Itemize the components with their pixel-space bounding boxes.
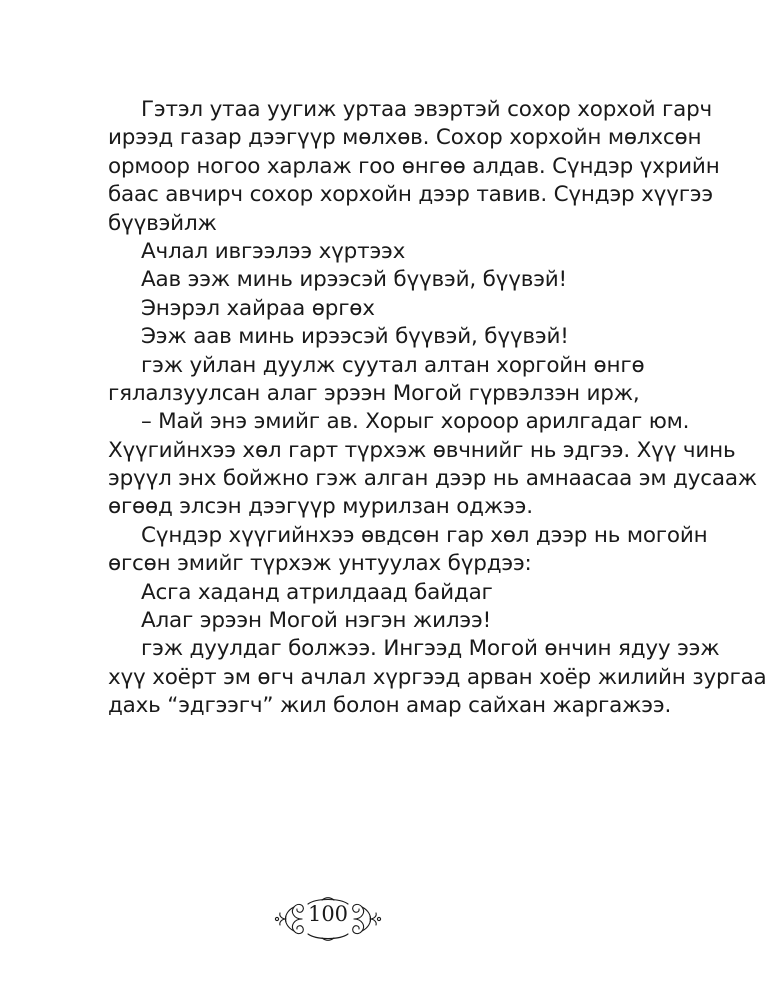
text-line: бүүвэйлж	[108, 210, 217, 236]
verse-line: Асга хаданд атрилдаад байдаг	[141, 579, 493, 605]
text-line: дахь “эдгээгч” жил болон амар сайхан жаргажээ.	[108, 693, 672, 719]
text-line: баас авчирч сохор хорхойн дээр тавив. Сүндэр хүүгээ	[108, 182, 714, 208]
text-line: гэж уйлан дуулж суутал алтан хоргойн өнгө	[141, 352, 645, 378]
text-line: Хүүгийнхээ хөл гарт түрхэж өвчнийг нь эдгээ. Хүү чинь	[108, 437, 736, 463]
verse-line: Ачлал ивгээлээ хүртээх	[141, 238, 406, 264]
text-line: гэж дуулдаг болжээ. Ингээд Могой өнчин ядуу ээж	[141, 636, 720, 662]
text-line: хүү хоёрт эм өгч ачлал хүргээд арван хоёр жилийн зургаа	[108, 664, 767, 690]
verse-line: Энэрэл хайраа өргөх	[141, 295, 375, 321]
text-line: ормоор ногоо харлаж гоо өнгөө алдав. Сүндэр үхрийн	[108, 153, 720, 179]
verse-line: Аав ээж минь ирээсэй бүүвэй, бүүвэй!	[141, 267, 567, 293]
text-line: Сүндэр хүүгийнхээ өвдсөн гар хөл дээр нь могойн	[141, 522, 708, 548]
story-text	[108, 96, 767, 721]
text-line: гялалзуулсан алаг эрээн Могой гүрвэлзэн ирж,	[108, 380, 640, 406]
page-number-ornament	[272, 894, 384, 944]
text-line: ирээд газар дээгүүр мөлхөв. Сохор хорхойн мөлхсөн	[108, 125, 702, 151]
text-line: эрүүл энх бойжно гэж алган дээр нь амнаасаа эм дусааж	[108, 466, 757, 492]
text-line: Гэтэл утаа уугиж уртаа эвэртэй сохор хорхой гарч	[141, 97, 713, 122]
verse-line: Алаг эрээн Могой нэгэн жилээ!	[141, 608, 491, 634]
dialogue-line: – Май энэ эмийг ав. Хорыг хороор арилгадаг юм.	[141, 409, 690, 435]
verse-line: Ээж аав минь ирээсэй бүүвэй, бүүвэй!	[141, 324, 569, 350]
page-number: 100	[307, 902, 349, 926]
text-line: өгсөн эмийг түрхэж унтуулах бүрдээ:	[108, 551, 532, 577]
text-line: өгөөд элсэн дээгүүр мурилзан оджээ.	[108, 494, 533, 520]
